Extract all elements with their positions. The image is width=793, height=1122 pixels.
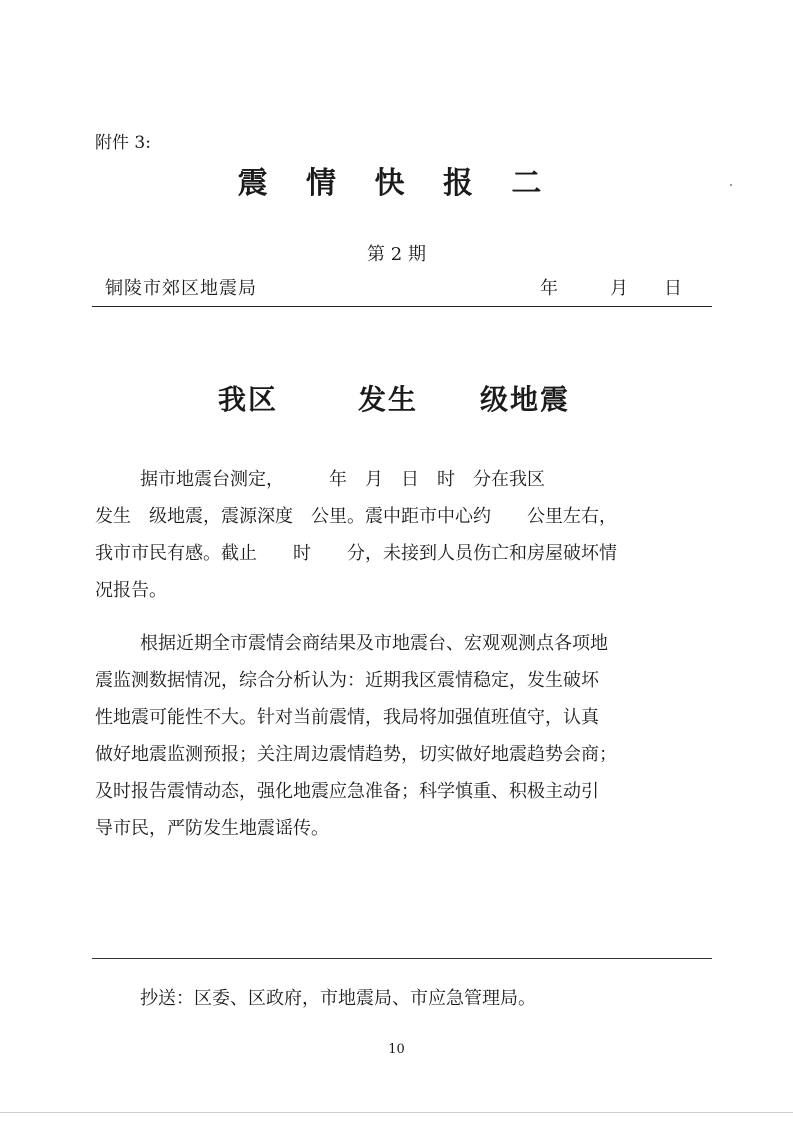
issue-number: 第 2 期: [367, 244, 426, 265]
paragraph-line: 况报告。: [95, 580, 167, 601]
headline-part-1: 我区: [218, 383, 279, 416]
paragraph-line: 根据近期全市震情会商结果及市地震台、宏观观测点各项地: [140, 633, 608, 654]
paragraph-line: 据市地震台测定， 年 月 日 时 分在我区: [140, 469, 545, 490]
date-month: 月: [610, 278, 628, 299]
document-title: 震 情 快 报 二: [237, 166, 556, 201]
issuing-organization: 铜陵市郊区地震局: [105, 278, 257, 299]
footer-divider: [92, 958, 712, 959]
paragraph-report: [95, 461, 617, 609]
paragraph-line: 发生 级地震，震源深度 公里。震中距市中心约 公里左右，: [95, 506, 617, 527]
cc-recipients: 抄送：区委、区政府，市地震局、市应急管理局。: [140, 988, 536, 1009]
headline-part-3: 级地震: [480, 383, 571, 416]
paragraph-line: 我市市民有感。截止 时 分，未接到人员伤亡和房屋破坏情: [95, 543, 617, 564]
scan-edge-line: [0, 1112, 793, 1113]
headline-part-2: 发生: [358, 383, 419, 416]
paragraph-line: 及时报告震情动态，强化地震应急准备；科学慎重、积极主动引: [95, 781, 599, 802]
attachment-label: 附件 3:: [95, 133, 151, 153]
paragraph-line: 做好地震监测预报；关注周边震情趋势，切实做好地震趋势会商；: [95, 744, 617, 765]
paragraph-line: 导市民，严防发生地震谣传。: [95, 818, 329, 839]
paragraph-analysis: [95, 625, 617, 847]
date-day: 日: [664, 278, 682, 299]
header-divider: [92, 306, 712, 307]
page-number: 10: [388, 1042, 405, 1057]
scan-speck: [730, 184, 732, 186]
paragraph-line: 震监测数据情况，综合分析认为：近期我区震情稳定，发生破坏: [95, 670, 599, 691]
date-year: 年: [540, 278, 558, 299]
issue-date: [540, 274, 682, 300]
paragraph-line: 性地震可能性不大。针对当前震情，我局将加强值班值守，认真: [95, 707, 599, 728]
